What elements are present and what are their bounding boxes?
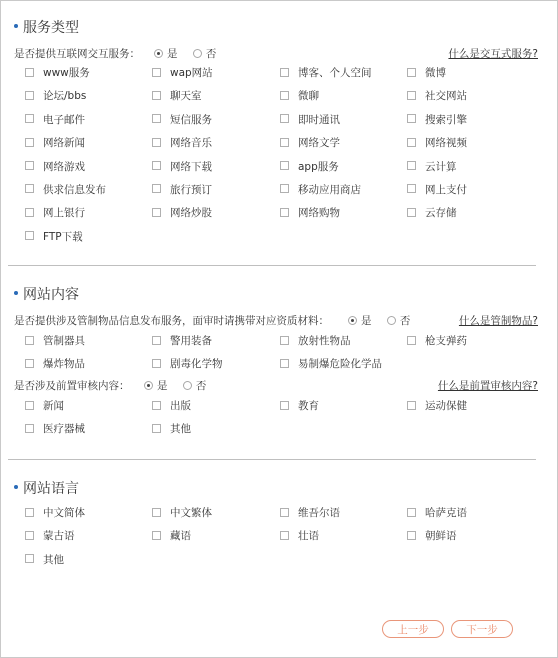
option-label: 朝鲜语	[425, 530, 457, 543]
option-item[interactable]	[280, 113, 407, 136]
option-label: 警用装备	[170, 335, 212, 347]
option-item[interactable]	[25, 89, 152, 112]
option-label: 旅行预订	[170, 183, 212, 196]
option-label: 搜索引擎	[425, 113, 467, 126]
section-divider	[8, 265, 536, 266]
option-item[interactable]	[25, 183, 152, 206]
pre-review-help-link[interactable]: 什么是前置审核内容?	[437, 380, 538, 392]
option-item[interactable]	[407, 334, 534, 357]
option-label: 聊天室	[170, 90, 202, 103]
option-label: 网络新闻	[43, 137, 85, 150]
radio-yes-label: 是	[361, 315, 372, 327]
checkbox[interactable]	[280, 68, 289, 77]
radio-no-label: 否	[205, 48, 217, 60]
option-item[interactable]	[407, 160, 534, 183]
checkbox[interactable]	[280, 401, 289, 410]
option-item[interactable]	[152, 529, 280, 552]
controlled-items-grid	[25, 334, 545, 381]
checkbox[interactable]	[25, 208, 34, 217]
checkbox[interactable]	[152, 531, 161, 540]
checkbox[interactable]	[280, 184, 289, 193]
option-item[interactable]	[25, 422, 152, 445]
controlled-items-question	[14, 314, 538, 328]
option-label: 网络文学	[298, 137, 340, 150]
option-label: 壮语	[298, 530, 319, 543]
checkbox[interactable]	[25, 359, 34, 368]
option-item[interactable]	[25, 506, 152, 529]
checkbox[interactable]	[152, 91, 161, 100]
radio-yes[interactable]	[348, 316, 357, 325]
option-item[interactable]	[25, 230, 152, 253]
option-item[interactable]	[280, 506, 407, 529]
checkbox[interactable]	[280, 208, 289, 217]
checkbox[interactable]	[407, 336, 416, 345]
option-label: 藏语	[170, 530, 191, 543]
option-label: 维吾尔语	[298, 507, 340, 519]
checkbox[interactable]	[152, 424, 161, 433]
interactive-service-help-link[interactable]: 什么是交互式服务?	[448, 48, 538, 60]
option-label: www服务	[43, 67, 90, 79]
controlled-items-help-link[interactable]: 什么是管制物品?	[458, 315, 538, 327]
option-label: 网上支付	[425, 183, 467, 196]
checkbox[interactable]	[25, 231, 34, 240]
checkbox[interactable]	[407, 401, 416, 410]
checkbox[interactable]	[280, 531, 289, 540]
checkbox[interactable]	[25, 554, 34, 563]
option-item[interactable]	[280, 89, 407, 112]
option-label: 论坛/bbs	[43, 90, 87, 103]
option-label: 管制器具	[43, 335, 85, 347]
option-label: 网络音乐	[170, 137, 212, 150]
option-item[interactable]	[407, 529, 534, 552]
option-item[interactable]	[407, 183, 534, 206]
checkbox[interactable]	[25, 184, 34, 193]
option-item[interactable]	[407, 506, 534, 529]
option-label: 爆炸物品	[43, 358, 85, 371]
option-label: 其他	[170, 423, 191, 436]
checkbox[interactable]	[280, 161, 289, 170]
checkbox[interactable]	[25, 508, 34, 517]
interactive-service-question	[14, 47, 538, 61]
option-item[interactable]	[152, 183, 280, 206]
checkbox[interactable]	[25, 161, 34, 170]
option-label: 剧毒化学物	[170, 358, 223, 371]
checkbox[interactable]	[280, 114, 289, 123]
option-item[interactable]	[25, 357, 152, 380]
radio-yes[interactable]	[144, 381, 153, 390]
option-label: 放射性物品	[298, 335, 351, 347]
checkbox[interactable]	[25, 138, 34, 147]
checkbox[interactable]	[407, 531, 416, 540]
option-label: 网络购物	[298, 207, 340, 220]
controlled-items-radio-group	[348, 314, 422, 328]
option-item[interactable]	[152, 136, 280, 159]
checkbox[interactable]	[152, 401, 161, 410]
option-label: wap网站	[170, 67, 213, 79]
option-item[interactable]	[25, 136, 152, 159]
radio-yes-label: 是	[157, 380, 168, 392]
radio-yes-label: 是	[167, 48, 178, 60]
option-item[interactable]	[152, 206, 280, 229]
checkbox[interactable]	[152, 184, 161, 193]
checkbox[interactable]	[25, 114, 34, 123]
radio-no[interactable]	[387, 316, 396, 325]
question-text: 是否涉及前置审核内容：	[14, 380, 130, 392]
option-item[interactable]	[25, 334, 152, 357]
option-label: 网络视频	[425, 137, 467, 150]
checkbox[interactable]	[25, 424, 34, 433]
option-label: 教育	[298, 400, 319, 412]
option-item[interactable]	[25, 553, 152, 576]
option-item[interactable]	[280, 160, 407, 183]
radio-no-label: 否	[195, 380, 207, 392]
checkbox[interactable]	[280, 508, 289, 517]
radio-no[interactable]	[193, 49, 202, 58]
option-item[interactable]	[152, 66, 280, 89]
option-item[interactable]	[25, 529, 152, 552]
next-step-button[interactable]: 下一步	[451, 620, 513, 638]
option-item[interactable]	[407, 136, 534, 159]
option-label: 网络下载	[170, 160, 212, 173]
section-bullet-icon	[14, 24, 18, 28]
option-item[interactable]	[25, 399, 152, 422]
option-item[interactable]	[280, 357, 407, 380]
checkbox[interactable]	[25, 531, 34, 540]
option-label: 即时通讯	[298, 113, 340, 126]
checkbox[interactable]	[280, 359, 289, 368]
checkbox[interactable]	[152, 114, 161, 123]
option-item[interactable]	[152, 160, 280, 183]
checkbox[interactable]	[280, 91, 289, 100]
option-label: 云存储	[425, 207, 457, 220]
option-item[interactable]	[25, 66, 152, 89]
option-item[interactable]	[407, 66, 534, 89]
checkbox[interactable]	[152, 68, 161, 77]
option-label: 网络炒股	[170, 207, 212, 220]
language-options-grid	[25, 506, 545, 576]
checkbox[interactable]	[280, 138, 289, 147]
option-label: 微聊	[298, 90, 319, 103]
option-item[interactable]	[280, 66, 407, 89]
option-label: 网上银行	[43, 207, 85, 220]
option-item[interactable]	[280, 529, 407, 552]
checkbox[interactable]	[407, 508, 416, 517]
checkbox[interactable]	[152, 336, 161, 345]
option-label: 云计算	[425, 160, 457, 173]
option-label: 供求信息发布	[43, 183, 106, 196]
checkbox[interactable]	[152, 138, 161, 147]
section-title-text: 服务类型	[23, 20, 79, 36]
question-text: 是否提供涉及管制物品信息发布服务，面审时请携带对应资质材料：	[14, 315, 329, 327]
option-item[interactable]	[280, 136, 407, 159]
checkbox[interactable]	[152, 359, 161, 368]
checkbox[interactable]	[407, 138, 416, 147]
option-item[interactable]	[152, 399, 280, 422]
checkbox[interactable]	[407, 184, 416, 193]
checkbox[interactable]	[25, 336, 34, 345]
checkbox[interactable]	[152, 161, 161, 170]
checkbox[interactable]	[407, 208, 416, 217]
website-content-title	[14, 287, 79, 303]
option-label: 中文繁体	[170, 507, 212, 519]
radio-no[interactable]	[183, 381, 192, 390]
website-language-title	[14, 481, 79, 497]
option-label: 其他	[43, 553, 64, 566]
radio-yes[interactable]	[154, 49, 163, 58]
option-item[interactable]	[280, 334, 407, 357]
option-label: 社交网站	[425, 90, 467, 103]
checkbox[interactable]	[152, 208, 161, 217]
option-item[interactable]	[407, 399, 534, 422]
section-divider	[8, 459, 536, 460]
option-item[interactable]	[152, 113, 280, 136]
checkbox[interactable]	[152, 508, 161, 517]
option-item[interactable]	[280, 183, 407, 206]
option-label: FTP下载	[43, 230, 83, 243]
option-label: 新闻	[43, 400, 64, 412]
section-bullet-icon	[14, 291, 18, 295]
checkbox[interactable]	[25, 401, 34, 410]
option-label: app服务	[298, 160, 339, 173]
option-item[interactable]	[25, 206, 152, 229]
option-label: 蒙古语	[43, 530, 75, 543]
option-label: 移动应用商店	[298, 183, 361, 196]
option-item[interactable]	[280, 399, 407, 422]
checkbox[interactable]	[407, 114, 416, 123]
option-label: 易制爆危险化学品	[298, 358, 382, 371]
option-item[interactable]	[25, 113, 152, 136]
option-item[interactable]	[152, 89, 280, 112]
checkbox[interactable]	[25, 91, 34, 100]
checkbox[interactable]	[407, 161, 416, 170]
option-item[interactable]	[280, 206, 407, 229]
option-item[interactable]	[407, 89, 534, 112]
option-item[interactable]	[152, 506, 280, 529]
option-label: 微博	[425, 67, 446, 79]
option-item[interactable]	[25, 160, 152, 183]
checkbox[interactable]	[280, 336, 289, 345]
option-label: 博客、个人空间	[298, 67, 372, 79]
option-label: 网络游戏	[43, 160, 85, 173]
section-title-text: 网站内容	[23, 287, 79, 303]
service-type-title	[14, 20, 79, 36]
interactive-service-radio-group	[154, 47, 228, 61]
option-label: 医疗器械	[43, 423, 85, 436]
pre-review-grid	[25, 399, 545, 446]
prev-step-button[interactable]: 上一步	[382, 620, 444, 638]
checkbox[interactable]	[407, 91, 416, 100]
option-item[interactable]	[152, 334, 280, 357]
option-label: 电子邮件	[43, 113, 85, 126]
pre-review-question	[14, 379, 538, 393]
pre-review-radio-group	[144, 379, 218, 393]
option-label: 枪支弹药	[425, 335, 467, 347]
option-label: 出版	[170, 400, 191, 412]
option-label: 中文简体	[43, 507, 85, 519]
radio-no-label: 否	[399, 315, 411, 327]
section-bullet-icon	[14, 485, 18, 489]
section-title-text: 网站语言	[23, 481, 79, 497]
option-item[interactable]	[407, 113, 534, 136]
service-options-grid	[25, 66, 545, 253]
option-item[interactable]	[152, 422, 280, 445]
checkbox[interactable]	[25, 68, 34, 77]
checkbox[interactable]	[407, 68, 416, 77]
option-label: 短信服务	[170, 113, 212, 126]
option-label: 哈萨克语	[425, 507, 467, 519]
option-item[interactable]	[152, 357, 280, 380]
option-item[interactable]	[407, 206, 534, 229]
question-text: 是否提供互联网交互服务：	[14, 48, 140, 60]
option-label: 运动保健	[425, 400, 467, 412]
